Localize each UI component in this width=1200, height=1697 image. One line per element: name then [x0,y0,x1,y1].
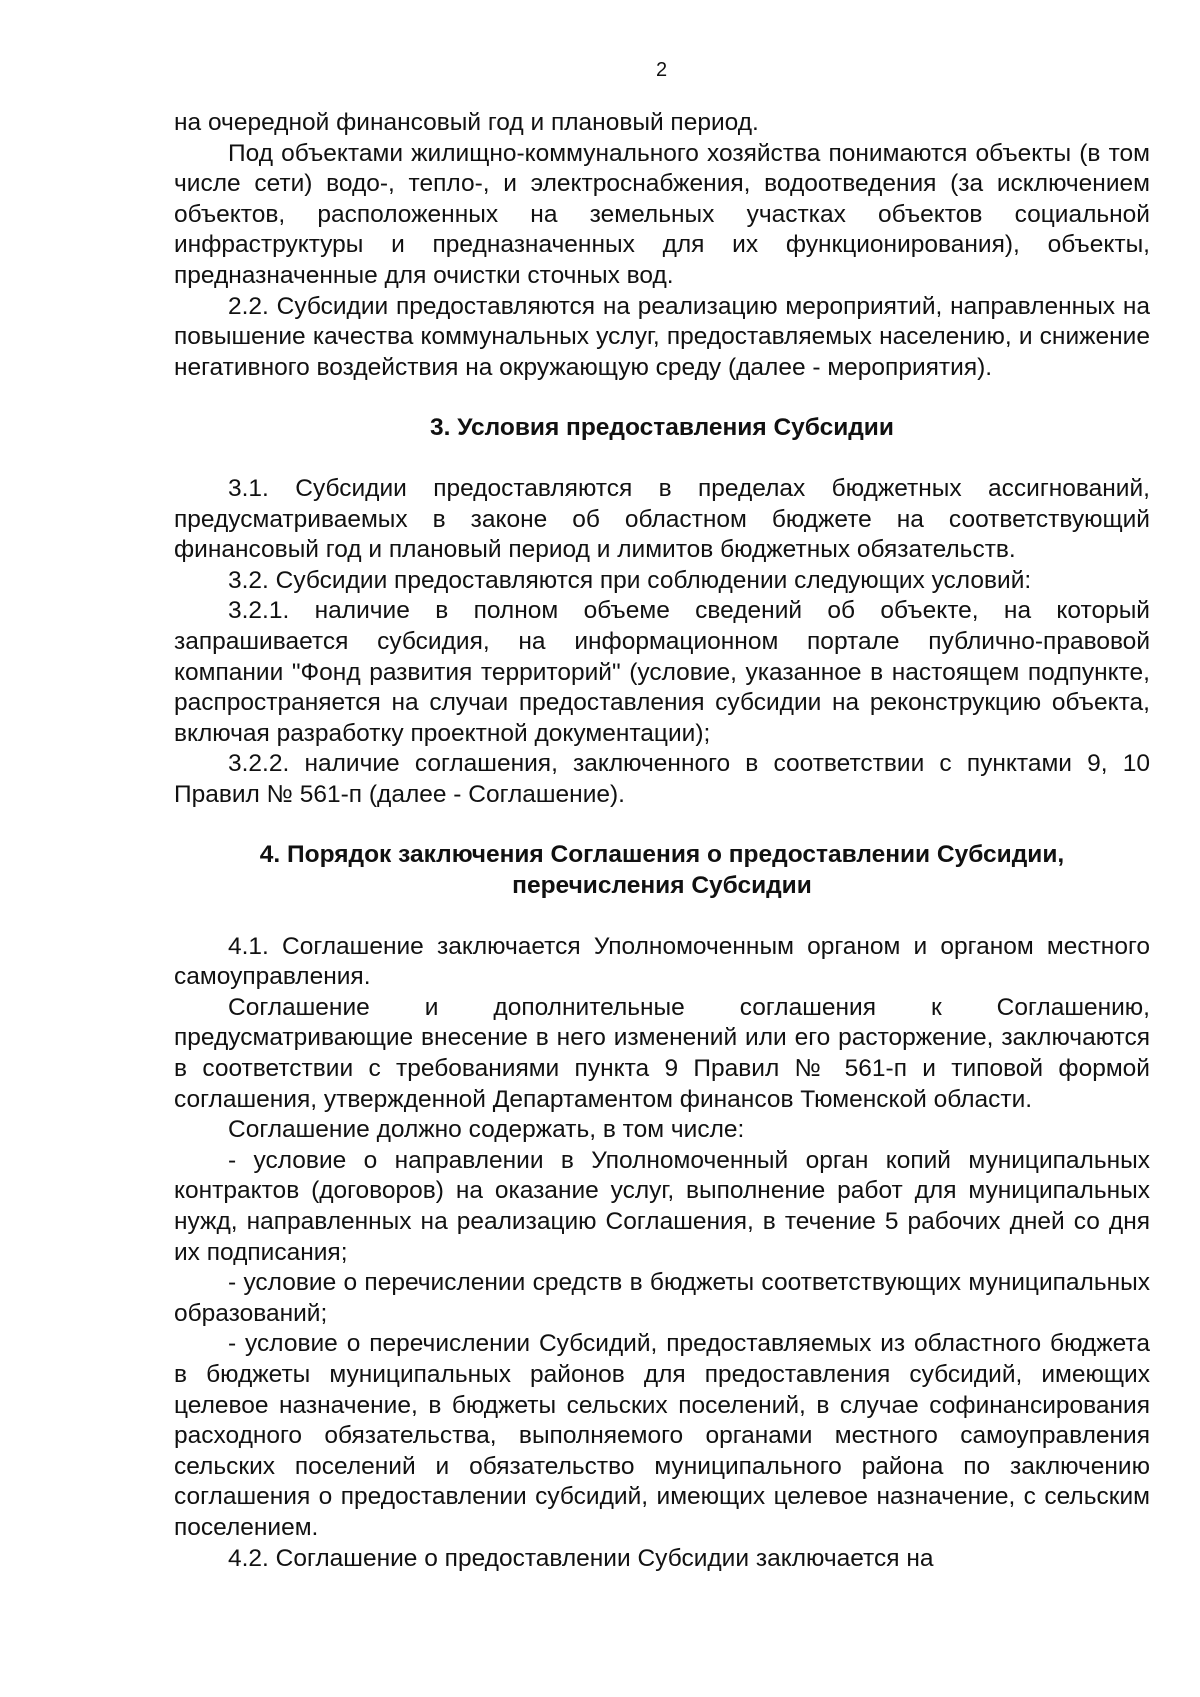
paragraph-agreements: Соглашение и дополнительные соглашения к Соглашению, предусматривающие внесение в него изменений или его расторжение, заключаются в соответствии с требованиями пункта 9 Правил № 561-п и типовой формой соглашения, утвержденной Департаментом финансов Тюменской области. [174,993,1150,1113]
paragraph-3-1: 3.1. Субсидии предоставляются в пределах бюджетных ассигнований, предусматриваемых в законе об областном бюджете на соответствующий финансовый год и плановый период и лимитов бюджетных обязательств. [174,474,1150,564]
paragraph-zhkh-objects-definition: Под объектами жилищно-коммунального хозяйства понимаются объекты (в том числе сети) водо-, тепло-, и электроснабжения, водоотведения (за исключением объектов, расположенных на земельных участках объектов социальной инфраструктуры и предназначенных для их функционирования), объекты, предназначенные для очистки сточных вод. [174,139,1150,289]
section-heading-4: 4. Порядок заключения Соглашения о предоставлении Субсидии, перечисления Субсидии [259,841,1065,900]
paragraph-4-2: 4.2. Соглашение о предоставлении Субсидии заключается на [228,1544,934,1572]
page-number: 2 [655,59,668,81]
paragraph-3-2-2: 3.2.2. наличие соглашения, заключенного в соответствии с пунктами 9, 10 Правил № 561-п (далее - Соглашение). [174,750,1150,808]
document-body [174,108,1150,1574]
paragraph-agreement-contents: Соглашение должно содержать, в том числе: [228,1116,745,1144]
paragraph-3-2-1: 3.2.1. наличие в полном объеме сведений об объекте, на который запрашивается субсидия, на информационном портале публично-правовой компании "Фонд развития территорий" (условие, указанное в настоящем подпункте, распространяется на случаи предоставления субсидии на реконструкцию объекта, включая разработку проектной документации); [174,597,1150,747]
section-heading-3: 3. Условия предоставления Субсидии [430,414,894,442]
list-item-contracts: - условие о направлении в Уполномоченный орган копий муниципальных контрактов (договоров) на оказание услуг, выполнение работ для муниципальных нужд, направленных на реализацию Соглашения, в течение 5 рабочих дней со дня их подписания; [174,1146,1150,1266]
paragraph-3-2: 3.2. Субсидии предоставляются при соблюдении следующих условий: [228,566,1032,594]
paragraph-continuation: на очередной финансовый год и плановый период. [174,109,759,136]
paragraph-4-1: 4.1. Соглашение заключается Уполномоченным органом и органом местного самоуправления. [174,932,1150,991]
paragraph-2-2: 2.2. Субсидии предоставляются на реализацию мероприятий, направленных на повышение качества коммунальных услуг, предоставляемых населению, и снижение негативного воздействия на окружающую среду (далее - мероприятия). [174,292,1150,381]
list-item-transfer-subsidies: - условие о перечислении Субсидий, предоставляемых из областного бюджета в бюджеты муниципальных районов для предоставления субсидий, имеющих целевое назначение, в бюджеты сельских поселений, в случае софинансирования расходного обязательства, выполняемого органами местного самоуправления сельских поселений и обязательство муниципального района по заключению соглашения о предоставлении субсидий, имеющих целевое назначение, с сельским поселением. [174,1330,1150,1541]
list-item-transfer-funds: - условие о перечислении средств в бюджеты соответствующих муниципальных образований; [174,1269,1150,1327]
